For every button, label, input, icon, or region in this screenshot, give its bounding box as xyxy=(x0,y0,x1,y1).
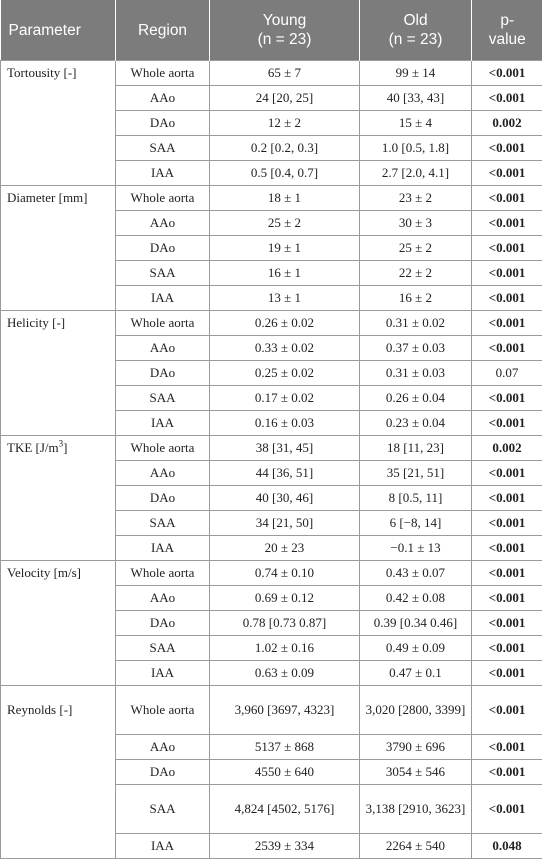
cell-parameter xyxy=(1,486,116,511)
cell-parameter xyxy=(1,636,116,661)
parameter-label: TKE [J/m xyxy=(7,440,59,455)
cell-region: DAo xyxy=(116,611,210,636)
cell-young: 34 [21, 50] xyxy=(210,511,360,536)
cell-parameter xyxy=(1,834,116,859)
table-row xyxy=(1,834,542,859)
cell-young: 0.17 ± 0.02 xyxy=(210,386,360,411)
cell-young: 16 ± 1 xyxy=(210,261,360,286)
table-row xyxy=(1,386,542,411)
cell-old: 25 ± 2 xyxy=(360,236,472,261)
cell-parameter xyxy=(1,136,116,161)
cell-young: 40 [30, 46] xyxy=(210,486,360,511)
cell-region: IAA xyxy=(116,536,210,561)
cell-region: Whole aorta xyxy=(116,686,210,735)
table-row xyxy=(1,486,542,511)
cell-old: 2.7 [2.0, 4.1] xyxy=(360,161,472,186)
table-row xyxy=(1,760,542,785)
cell-p-value: <0.001 xyxy=(472,636,542,661)
cell-old: 0.47 ± 0.1 xyxy=(360,661,472,686)
cell-region: SAA xyxy=(116,636,210,661)
header-old xyxy=(360,0,472,61)
cell-young: 25 ± 2 xyxy=(210,211,360,236)
header-young-label: Young xyxy=(210,11,359,30)
cell-old: 0.31 ± 0.03 xyxy=(360,361,472,386)
table-row xyxy=(1,161,542,186)
table-row xyxy=(1,785,542,834)
cell-old: 0.43 ± 0.07 xyxy=(360,561,472,586)
header-old-label: Old xyxy=(360,11,471,30)
cell-region: AAo xyxy=(116,735,210,760)
cell-region: AAo xyxy=(116,461,210,486)
cell-region: IAA xyxy=(116,161,210,186)
table-row xyxy=(1,186,542,211)
cell-old: −0.1 ± 13 xyxy=(360,536,472,561)
cell-p-value: <0.001 xyxy=(472,586,542,611)
cell-region: DAo xyxy=(116,361,210,386)
cell-young: 20 ± 23 xyxy=(210,536,360,561)
header-row xyxy=(1,0,542,61)
parameter-label: Diameter [mm] xyxy=(7,190,88,205)
cell-young: 13 ± 1 xyxy=(210,286,360,311)
cell-region: Whole aorta xyxy=(116,436,210,461)
parameter-label: Reynolds [-] xyxy=(7,702,72,717)
table-row xyxy=(1,411,542,436)
cell-p-value: <0.001 xyxy=(472,561,542,586)
table-row xyxy=(1,286,542,311)
cell-region: Whole aorta xyxy=(116,61,210,86)
cell-parameter xyxy=(1,586,116,611)
cell-old: 3,020 [2800, 3399] xyxy=(360,686,472,735)
cell-p-value: <0.001 xyxy=(472,61,542,86)
cell-p-value: <0.001 xyxy=(472,735,542,760)
cell-region: DAo xyxy=(116,760,210,785)
parameter-superscript: 3 xyxy=(59,439,64,449)
cell-parameter xyxy=(1,261,116,286)
cell-region: AAo xyxy=(116,336,210,361)
cell-parameter xyxy=(1,236,116,261)
cell-p-value: <0.001 xyxy=(472,236,542,261)
cell-p-value: 0.002 xyxy=(472,436,542,461)
header-p-value xyxy=(472,0,542,61)
cell-p-value: <0.001 xyxy=(472,536,542,561)
table-row xyxy=(1,211,542,236)
cell-old: 6 [−8, 14] xyxy=(360,511,472,536)
cell-p-value: <0.001 xyxy=(472,211,542,236)
table-row xyxy=(1,586,542,611)
cell-old: 0.39 [0.34 0.46] xyxy=(360,611,472,636)
cell-young: 1.02 ± 0.16 xyxy=(210,636,360,661)
cell-p-value: <0.001 xyxy=(472,261,542,286)
cell-old: 0.42 ± 0.08 xyxy=(360,586,472,611)
cell-parameter xyxy=(1,111,116,136)
cell-young: 0.16 ± 0.03 xyxy=(210,411,360,436)
cell-p-value: <0.001 xyxy=(472,661,542,686)
table-row xyxy=(1,511,542,536)
cell-region: IAA xyxy=(116,834,210,859)
table-row xyxy=(1,111,542,136)
parameter-label-tail: ] xyxy=(63,440,67,455)
cell-parameter xyxy=(1,686,116,735)
cell-young: 3,960 [3697, 4323] xyxy=(210,686,360,735)
cell-young: 4550 ± 640 xyxy=(210,760,360,785)
cell-parameter xyxy=(1,336,116,361)
cell-young: 44 [36, 51] xyxy=(210,461,360,486)
cell-p-value: <0.001 xyxy=(472,186,542,211)
header-p-line2: value xyxy=(472,30,542,49)
cell-old: 40 [33, 43] xyxy=(360,86,472,111)
cell-region: SAA xyxy=(116,785,210,834)
table-row xyxy=(1,735,542,760)
cell-p-value: <0.001 xyxy=(472,461,542,486)
cell-parameter xyxy=(1,161,116,186)
cell-old: 22 ± 2 xyxy=(360,261,472,286)
cell-p-value: <0.001 xyxy=(472,336,542,361)
cell-region: SAA xyxy=(116,136,210,161)
cell-young: 0.26 ± 0.02 xyxy=(210,311,360,336)
cell-old: 3790 ± 696 xyxy=(360,735,472,760)
cell-parameter xyxy=(1,760,116,785)
cell-parameter xyxy=(1,411,116,436)
cell-parameter xyxy=(1,661,116,686)
table-row xyxy=(1,636,542,661)
cell-region: SAA xyxy=(116,386,210,411)
header-region: Region xyxy=(116,0,210,61)
cell-parameter xyxy=(1,561,116,586)
cell-p-value: <0.001 xyxy=(472,760,542,785)
cell-old: 2264 ± 540 xyxy=(360,834,472,859)
cell-young: 38 [31, 45] xyxy=(210,436,360,461)
cell-region: DAo xyxy=(116,486,210,511)
cell-parameter xyxy=(1,186,116,211)
cell-p-value: 0.002 xyxy=(472,111,542,136)
table-row xyxy=(1,311,542,336)
cell-young: 0.74 ± 0.10 xyxy=(210,561,360,586)
cell-old: 1.0 [0.5, 1.8] xyxy=(360,136,472,161)
table-row xyxy=(1,436,542,461)
cell-region: AAo xyxy=(116,86,210,111)
cell-old: 15 ± 4 xyxy=(360,111,472,136)
cell-young: 5137 ± 868 xyxy=(210,735,360,760)
header-young-n: (n = 23) xyxy=(210,30,359,49)
cell-young: 65 ± 7 xyxy=(210,61,360,86)
cell-old: 0.23 ± 0.04 xyxy=(360,411,472,436)
table-row xyxy=(1,536,542,561)
cell-parameter xyxy=(1,735,116,760)
cell-p-value: <0.001 xyxy=(472,286,542,311)
cell-region: IAA xyxy=(116,661,210,686)
cell-parameter xyxy=(1,211,116,236)
cell-young: 0.5 [0.4, 0.7] xyxy=(210,161,360,186)
table-body xyxy=(1,61,542,859)
cell-young: 0.33 ± 0.02 xyxy=(210,336,360,361)
cell-old: 18 [11, 23] xyxy=(360,436,472,461)
cell-p-value: <0.001 xyxy=(472,511,542,536)
cell-region: IAA xyxy=(116,286,210,311)
cell-old: 0.49 ± 0.09 xyxy=(360,636,472,661)
cell-p-value: <0.001 xyxy=(472,386,542,411)
cell-young: 0.78 [0.73 0.87] xyxy=(210,611,360,636)
cell-p-value: <0.001 xyxy=(472,611,542,636)
cell-parameter xyxy=(1,61,116,86)
cell-region: DAo xyxy=(116,236,210,261)
table-row xyxy=(1,611,542,636)
table-row xyxy=(1,86,542,111)
cell-region: IAA xyxy=(116,411,210,436)
cell-young: 0.25 ± 0.02 xyxy=(210,361,360,386)
cell-young: 4,824 [4502, 5176] xyxy=(210,785,360,834)
cell-region: Whole aorta xyxy=(116,186,210,211)
table-row xyxy=(1,686,542,735)
header-parameter: Parameter xyxy=(1,0,116,61)
cell-p-value: <0.001 xyxy=(472,411,542,436)
cell-old: 8 [0.5, 11] xyxy=(360,486,472,511)
cell-young: 19 ± 1 xyxy=(210,236,360,261)
parameter-label: Velocity [m/s] xyxy=(7,565,81,580)
table-row xyxy=(1,236,542,261)
cell-parameter xyxy=(1,536,116,561)
cell-old: 16 ± 2 xyxy=(360,286,472,311)
cell-p-value: <0.001 xyxy=(472,311,542,336)
cell-parameter xyxy=(1,361,116,386)
cell-young: 12 ± 2 xyxy=(210,111,360,136)
cell-p-value: <0.001 xyxy=(472,785,542,834)
cell-young: 0.2 [0.2, 0.3] xyxy=(210,136,360,161)
cell-p-value: 0.07 xyxy=(472,361,542,386)
cell-parameter xyxy=(1,386,116,411)
cell-old: 0.26 ± 0.04 xyxy=(360,386,472,411)
cell-p-value: <0.001 xyxy=(472,136,542,161)
parameter-label: Helicity [-] xyxy=(7,315,65,330)
table-row xyxy=(1,61,542,86)
cell-region: SAA xyxy=(116,511,210,536)
cell-parameter xyxy=(1,611,116,636)
header-old-n: (n = 23) xyxy=(360,30,471,49)
header-young xyxy=(210,0,360,61)
parameter-label: Tortousity [-] xyxy=(7,65,77,80)
table-row xyxy=(1,361,542,386)
cell-old: 99 ± 14 xyxy=(360,61,472,86)
cell-parameter xyxy=(1,785,116,834)
table-row xyxy=(1,136,542,161)
cell-parameter xyxy=(1,436,116,461)
table-row xyxy=(1,461,542,486)
cell-region: Whole aorta xyxy=(116,311,210,336)
cell-young: 18 ± 1 xyxy=(210,186,360,211)
cell-old: 30 ± 3 xyxy=(360,211,472,236)
cell-young: 0.63 ± 0.09 xyxy=(210,661,360,686)
table-row xyxy=(1,261,542,286)
cell-parameter xyxy=(1,286,116,311)
cell-region: Whole aorta xyxy=(116,561,210,586)
cell-p-value: 0.048 xyxy=(472,834,542,859)
cell-old: 0.37 ± 0.03 xyxy=(360,336,472,361)
cell-region: DAo xyxy=(116,111,210,136)
table-row xyxy=(1,336,542,361)
cell-region: AAo xyxy=(116,586,210,611)
header-p-line1: p- xyxy=(472,11,542,30)
table-row xyxy=(1,661,542,686)
cell-p-value: <0.001 xyxy=(472,486,542,511)
cell-parameter xyxy=(1,86,116,111)
cell-old: 0.31 ± 0.02 xyxy=(360,311,472,336)
cell-region: SAA xyxy=(116,261,210,286)
cell-region: AAo xyxy=(116,211,210,236)
cell-parameter xyxy=(1,461,116,486)
cell-old: 3,138 [2910, 3623] xyxy=(360,785,472,834)
cell-old: 35 [21, 51] xyxy=(360,461,472,486)
cell-old: 23 ± 2 xyxy=(360,186,472,211)
cell-parameter xyxy=(1,511,116,536)
cell-old: 3054 ± 546 xyxy=(360,760,472,785)
cell-young: 24 [20, 25] xyxy=(210,86,360,111)
cell-p-value: <0.001 xyxy=(472,86,542,111)
cell-young: 0.69 ± 0.12 xyxy=(210,586,360,611)
cell-parameter xyxy=(1,311,116,336)
table-row xyxy=(1,561,542,586)
cell-p-value: <0.001 xyxy=(472,161,542,186)
cell-young: 2539 ± 334 xyxy=(210,834,360,859)
cell-p-value: <0.001 xyxy=(472,686,542,735)
